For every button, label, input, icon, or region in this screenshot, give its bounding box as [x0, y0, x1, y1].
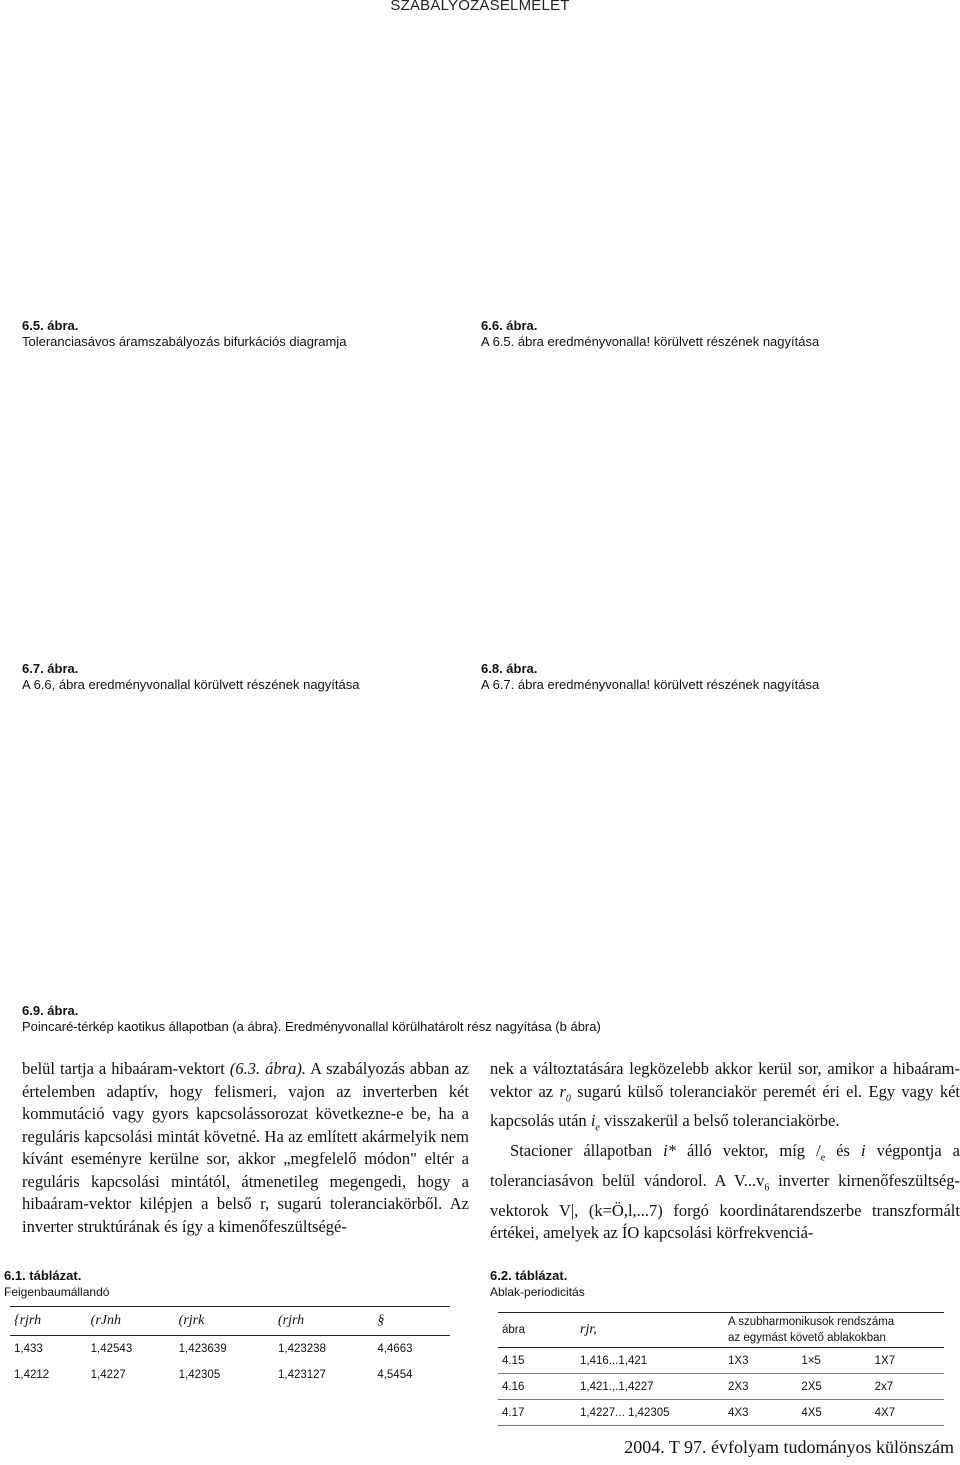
table-cell: 4.15 [498, 1348, 576, 1374]
table-ablak-periodicitas [498, 1312, 944, 1426]
figure-caption-6-6 [481, 318, 819, 350]
table-header-cell: ábra [498, 1313, 576, 1348]
figure-number: 6.8. ábra. [481, 661, 538, 676]
figure-caption-text: Toleranciasávos áramszabályozás bifurkációs diagramja [22, 334, 347, 349]
running-header: SZABALYOZASELMELET [390, 0, 570, 14]
table-row [10, 1362, 450, 1388]
figure-reference: (6.3. ábra). [229, 1059, 306, 1078]
table-cell: 4.16 [498, 1374, 576, 1400]
table-6-2-caption [490, 1268, 585, 1300]
table-cell: 1,4227... 1,42305 [576, 1400, 724, 1426]
table-header-row [10, 1307, 450, 1336]
table-row [498, 1400, 944, 1426]
table-row [498, 1348, 944, 1374]
table-cell: 1,423639 [178, 1343, 227, 1355]
table-header-row [498, 1313, 944, 1348]
table-cell: 4X3 [724, 1400, 797, 1426]
table-cell: 4,4663 [377, 1343, 413, 1355]
figure-number: 6.6. ábra. [481, 318, 538, 333]
table-cell: 4X7 [871, 1400, 944, 1426]
body-paragraph: nek a változtatására legközelebb akkor kerül sor, amikor a hibaáram-vektor az $r_0$ sugarú külső toleranciakör peremét éri el. Egy vagy két kapcsolás után $i_e$ visszakerül a belső toleranciakörbe. [490, 1059, 960, 1134]
table-6-1-caption [4, 1268, 109, 1300]
figure-number: 6.7. ábra. [22, 661, 79, 676]
table-cell: 1X3 [724, 1348, 797, 1374]
table-header-cell: (rJnh [87, 1307, 175, 1336]
table-cell: 2X3 [724, 1374, 797, 1400]
table-cell: 4X5 [797, 1400, 870, 1426]
body-paragraph: belül tartja a hibaáram-vektort (6.3. ábra). A szabályozás abban az értelemben adaptív, hogy felismeri, vajon az inverterben két kommutáció vagy gyors kapcsolássorozat következne-e be, ha a reguláris kapcsolási mintát követné. Ha az említett akármelyik nem kívánt eseményre kerülne sor, akkor „megfelelő módon" eltér a reguláris kapcsolási mintától, átmenetileg megengedi, hogy a hibaáram-vektor kilépjen a belső r, sugarú toleranciakörből. Az inverter struktúrának és így a kimenőfeszültségé- [22, 1059, 470, 1236]
table-cell: 1,423127 [277, 1369, 326, 1381]
body-paragraph: Stacioner állapotban i* álló vektor, míg $/_e$ és i végpontja a toleranciasávon belül vándorol. A $V...v_6$ inverter kirnenőfeszültség-vektorok V|, (k=Ö,l,...7) forgó koordinátarendszerbe transzformált értékei, amelyek az ÍO kapcsolási körfrekvenciá- [490, 1141, 960, 1243]
table-header-cell: {rjrh [10, 1307, 87, 1336]
table-cell: 1,423238 [277, 1343, 326, 1355]
figure-caption-text: A 6.7. ábra eredményvonalla! körülvett részének nagyítása [481, 677, 820, 692]
table-cell: 1,42305 [178, 1369, 221, 1381]
table-cell: 4,5454 [377, 1369, 413, 1381]
figure-number: 6.5. ábra. [22, 318, 79, 333]
table-number: 6.2. táblázat. [490, 1268, 568, 1283]
table-caption-text: Feigenbaumállandó [4, 1285, 110, 1299]
table-header-cell: § [373, 1307, 450, 1336]
table-cell: 4.17 [498, 1400, 576, 1426]
table-cell: 1X7 [871, 1348, 944, 1374]
figure-number: 6.9. ábra. [22, 1003, 79, 1018]
table-cell: 1,42543 [90, 1343, 133, 1355]
table-header-cell: A szubharmonikusok rendszáma az egymást követő ablakokban [724, 1313, 944, 1348]
table-cell: 1,4212 [14, 1369, 50, 1381]
table-cell: 1,433 [14, 1343, 43, 1355]
table-header-cell: rjr, [576, 1313, 724, 1348]
page-footer: 2004. T 97. évfolyam tudományos különszám [624, 1437, 954, 1457]
table-cell: 1×5 [797, 1348, 870, 1374]
figure-caption-6-5 [22, 318, 346, 350]
table-number: 6.1. táblázat. [4, 1268, 82, 1283]
table-feigenbaum [10, 1306, 450, 1388]
table-caption-text: Ablak-periodicitás [490, 1285, 585, 1299]
table-cell: 2X5 [797, 1374, 870, 1400]
body-text-left-column [22, 1058, 469, 1238]
table-cell: 1,4227 [90, 1369, 126, 1381]
table-header-cell: (rjrk [175, 1307, 274, 1336]
table-row [10, 1336, 450, 1363]
figure-caption-text: A 6.5. ábra eredményvonalla! körülvett részének nagyítása [481, 334, 820, 349]
figure-caption-6-8 [481, 661, 819, 693]
figure-caption-6-7 [22, 661, 359, 693]
figure-caption-6-9 [22, 1003, 601, 1035]
table-header-cell: (rjrh [274, 1307, 373, 1336]
table-cell: 2x7 [871, 1374, 944, 1400]
figure-caption-text: A 6.6, ábra eredményvonallal körülvett részének nagyítása [22, 677, 360, 692]
table-cell: 1,416...1,421 [576, 1348, 724, 1374]
table-cell: 1,421.,.1,4227 [576, 1374, 724, 1400]
figure-caption-text: Poincaré-térkép kaotikus állapotban (a ábra}. Eredményvonallal körülhatárolt rész nagyítása (b ábra) [22, 1019, 601, 1034]
table-row [498, 1374, 944, 1400]
body-text-right-column [490, 1058, 960, 1245]
